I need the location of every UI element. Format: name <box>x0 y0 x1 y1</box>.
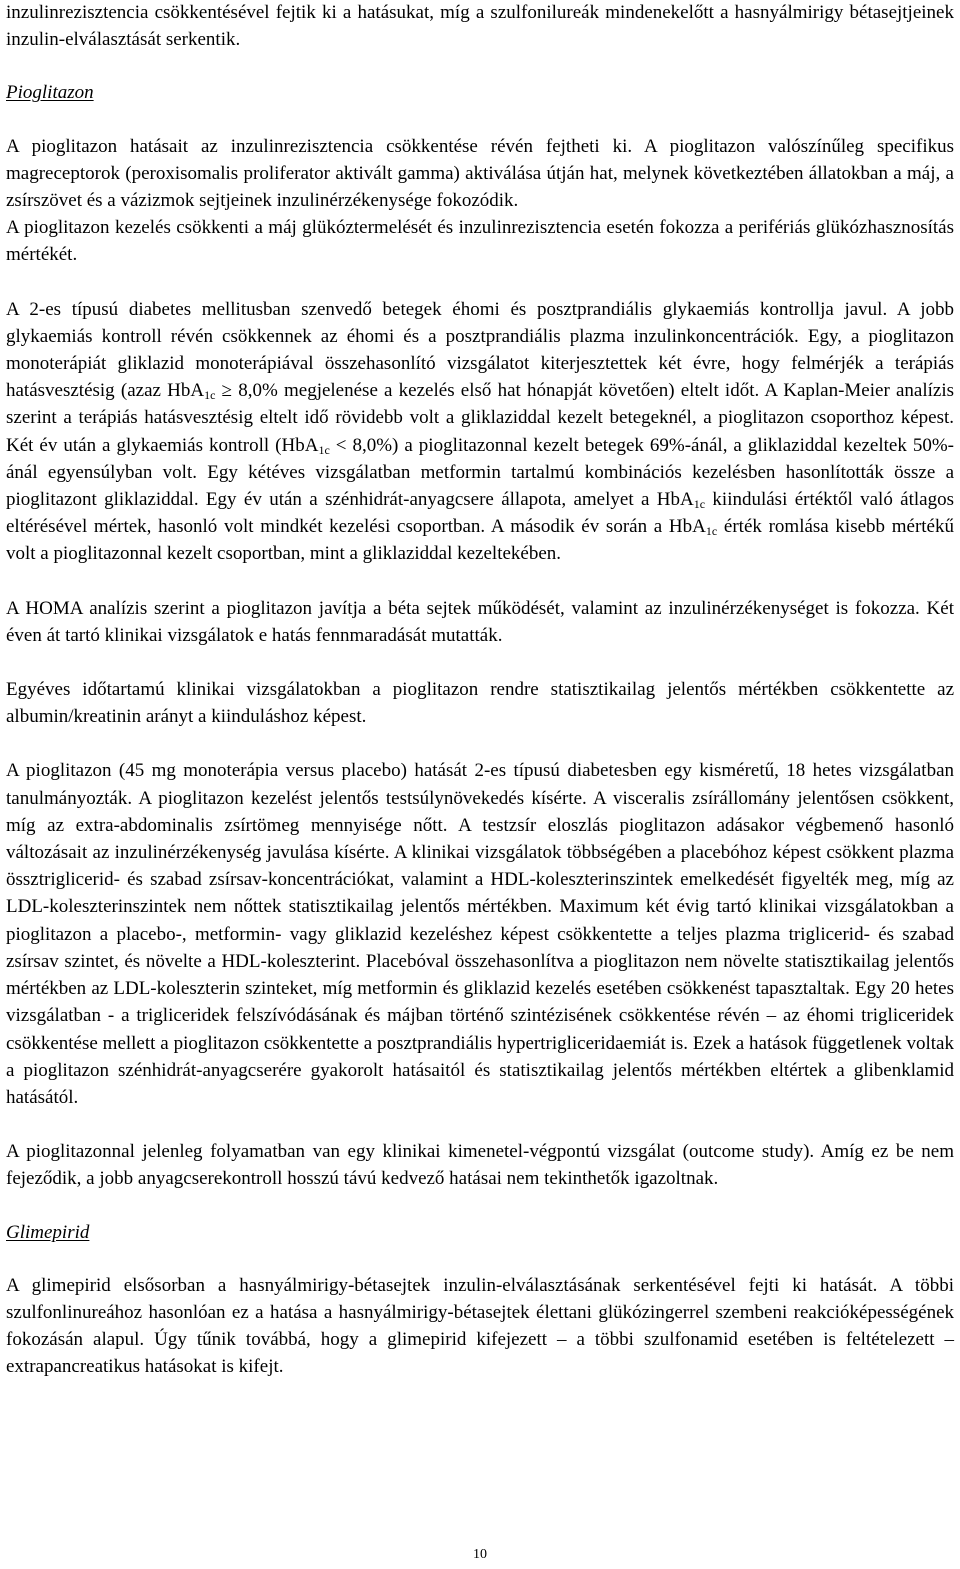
paragraph-pioglitazon-liver: A pioglitazon kezelés csökkenti a máj glükóztermelését és inzulinrezisztencia esetén fokozza a perifériás glükózhasznosítás mértékét. <box>6 217 954 266</box>
subscript: 1c <box>204 388 216 403</box>
paragraph-glycaemic-control <box>6 296 954 568</box>
page-number: 10 <box>473 1547 487 1562</box>
subscript: 1c <box>705 524 718 539</box>
heading-pioglitazon: Pioglitazon <box>6 82 94 104</box>
paragraph-outcome-study: A pioglitazonnal jelenleg folyamatban van egy klinikai kimenetel-végpontú vizsgálat (outcome study). Amíg ez be nem fejeződik, a jobb anyagcserekontroll hosszú távú kedvező hatásai nem tekinthetők igazoltnak. <box>6 1141 954 1190</box>
paragraph-pioglitazon-mechanism: A pioglitazon hatásait az inzulinrezisztencia csökkentése révén fejtheti ki. A pioglitazon valószínűleg specifikus magreceptorok (peroxisomalis proliferator aktivált gamma) aktiválása útján hat, melynek következtében állatokban a máj, a zsírszövet és a vázizmok sejtjeinek inzulinérzékenysége fokozódik. <box>6 135 954 212</box>
text-span: ≥ 8,0% megjelenése a kezelés első hat hónapját követően) eltelt időt. A Kaplan-Meier analízis szerint a terápiás hatásvesztésig eltelt idő rövidebb volt a gliklaziddal kezelt betegeknél, a pioglitazon csoporthoz képest. Két év után a glykaemiás kontroll (HbA <box>6 380 955 456</box>
paragraph-homa: A HOMA analízis szerint a pioglitazon javítja a béta sejtek működését, valamint az inzulinérzékenységet is fokozza. Két éven át tartó klinikai vizsgálatok e hatás fennmaradását mutatták. <box>6 597 954 646</box>
subscript: 1c <box>318 442 330 457</box>
paragraph-glimepirid: A glimepirid elsősorban a hasnyálmirigy-bétasejtek inzulin-elválasztásának serkentésével fejti ki hatását. A többi szulfonlinureához hasonlóan ez a hatása a hasnyálmirigy-bétasejtek élettani glükózingerrel szembeni reakcióképességének fokozásán alapul. Úgy tűnik továbbá, hogy a glimepirid kifejezett – a többi szulfonamid esetében is feltételezett – extrapancreatikus hatásokat is kifejt. <box>6 1274 954 1378</box>
paragraph-intro: inzulinrezisztencia csökkentésével fejtik ki a hatásukat, míg a szulfonilureák mindenekelőtt a hasnyálmirigy bétasejtjeinek inzulin-elválasztását serkentik. <box>6 2 954 51</box>
text-span: < 8,0%) a pioglitazonnal kezelt betegek 69%-ánál, a gliklaziddal kezeltek 50%-ánál egyensúlyban volt. Egy kétéves vizsgálatban metformin tartalmú kombinációs kezelésben hasonlították össze a pioglitazont gliklaziddal. Egy év után a szénhidrát-anyagcsere állapota, amelyet a HbA <box>6 434 954 511</box>
paragraph-albumin: Egyéves időtartamú klinikai vizsgálatokban a pioglitazon rendre statisztikailag jelentős mértékben csökkentette az albumin/kreatinin arányt a kiinduláshoz képest. <box>6 679 954 728</box>
text-span: kiindulási értéktől való átlagos eltérésével mértek, hasonló volt mindkét kezelési csoportban. A második év során a HbA <box>6 489 954 538</box>
heading-glimepirid: Glimepirid <box>6 1221 90 1243</box>
document-page <box>6 0 954 1381</box>
paragraph-lipids: A pioglitazon (45 mg monoterápia versus placebo) hatását 2-es típusú diabetesben egy kisméretű, 18 hetes vizsgálatban tanulmányozták. A pioglitazon kezelést jelentős testsúlynövekedés kísérte. A visceralis zsírállomány jelentősen csökkent, míg az extra-abdominalis zsírtömeg mennyisége nőtt. A testzsír eloszlás pioglitazon adásakor végbemenő hasonló változásait az inzulinérzékenység javulása kísérte. A klinikai vizsgálatok többségében a placebóhoz képest csökkent plazma össztriglicerid- és szabad zsírsav-koncentrációkat, valamint a HDL-koleszterinszintek emelkedését figyelték meg, míg az LDL-koleszterinszintek nem nőttek statisztikailag jelentős mértékben. Maximum két évig tartó klinikai vizsgálatokban a pioglitazon a placebo-, metformin- vagy gliklazid kezeléshez képest csökkentette a teljes plazma triglicerid- és szabad zsírsav szintet, és növelte a HDL-koleszterint. Placebóval összehasonlítva a pioglitazon nem növelte statisztikailag jelentős mértékben az LDL-koleszterin szinteket, míg metformin és gliklazid kezelés esetében csökkenést tapasztaltak. Egy 20 hetes vizsgálatban - a trigliceridek felszívódásának és májban történő szintézisének csökkentése révén – az éhomi trigliceridek csökkentése mellett a pioglitazon csökkentette a posztprandiális hypertrigliceridaemiát is. Ezek a hatások függetlenek voltak a pioglitazon szénhidrát-anyagcserére gyakorolt hatásaitól és statisztikailag jelentős mértékben eltértek a glibenklamid hatásától. <box>6 760 954 1108</box>
text-span: érték romlása kisebb mértékű volt a pioglitazonnal kezelt csoportban, mint a gliklaziddal kezeltekében. <box>6 516 954 565</box>
text-span: A 2-es típusú diabetes mellitusban szenvedő betegek éhomi és posztprandiális glykaemiás kontrollja javul. A jobb glykaemiás kontroll révén csökkennek az éhomi és a posztprandiális plazma inzulinkoncentrációk. Egy, a pioglitazon monoterápiát gliklazid monoterápiával összehasonlító vizsgálatot kiterjesztettek két évre, hogy felmérjék a terápiás hatásvesztésig (azaz HbA <box>6 298 954 402</box>
subscript: 1c <box>693 497 706 512</box>
